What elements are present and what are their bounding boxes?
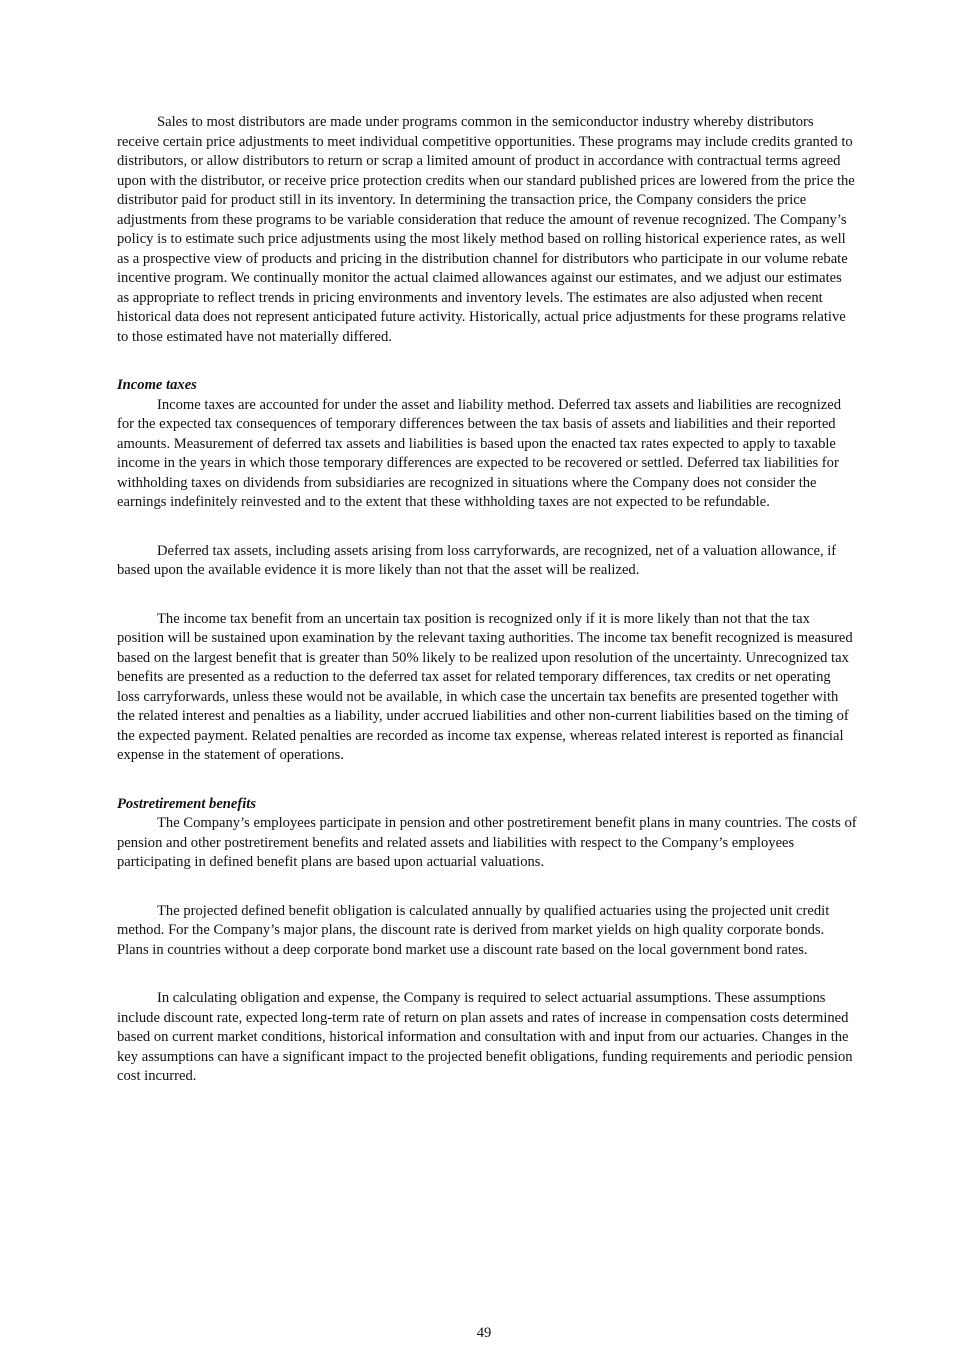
- document-body: [117, 113, 857, 1087]
- paragraph-uncertain-tax-position: The income tax benefit from an uncertain tax position is recognized only if it is more likely than not that the tax position will be sustained upon examination by the relevant taxing authorities. The income tax benefit recognized is measured based on the largest benefit that is greater than 50% likely to be realized upon resolution of the uncertainty. Unrecognized tax benefits are presented as a reduction to the deferred tax asset for related temporary differences, tax credits or net operating loss carryforwards, unless these would not be available, in which case the uncertain tax benefits are presented together with the related interest and penalties as a liability, under accrued liabilities and other non-current liabilities based on the timing of the expected payment. Related penalties are recorded as income tax expense, whereas related interest is reported as financial expense in the statement of operations.: [117, 610, 853, 763]
- page-number: 49: [476, 1325, 492, 1341]
- paragraph-actuarial-assumptions: In calculating obligation and expense, the Company is required to select actuarial assumptions. These assumptions include discount rate, expected long-term rate of return on plan assets and rates of increase in compensation costs determined based on current market conditions, historical information and consultation with and input from our actuaries. Changes in the key assumptions can have a significant impact to the projected benefit obligations, funding requirements and periodic pension cost incurred.: [117, 990, 853, 1084]
- paragraph-pension-plans: The Company’s employees participate in pension and other postretirement benefit plans in many countries. The costs of pension and other postretirement benefits and related assets and liabilities with respect to the Company’s employees participating in defined benefit plans are based upon actuarial valuations.: [117, 815, 857, 870]
- section-heading-postretirement-benefits: Postretirement benefits: [117, 795, 257, 812]
- paragraph-projected-benefit-obligation: The projected defined benefit obligation is calculated annually by qualified actuaries using the projected unit credit method. For the Company’s major plans, the discount rate is derived from market yields on high quality corporate bonds. Plans in countries without a deep corporate bond market use a discount rate based on the local government bond rates.: [117, 902, 830, 958]
- paragraph-income-taxes-method: Income taxes are accounted for under the asset and liability method. Deferred tax assets and liabilities are recognized for the expected tax consequences of temporary differences between the tax basis of assets and liabilities and their reported amounts. Measurement of deferred tax assets and liabilities is based upon the enacted tax rates expected to apply to taxable income in the years in which those temporary differences are expected to be recovered or settled. Deferred tax liabilities for withholding taxes on dividends from subsidiaries are recognized in situations where the Company does not consider the earnings indefinitely reinvested and to the extent that these withholding taxes are not expected to be refundable.: [117, 396, 842, 510]
- section-heading-income-taxes: Income taxes: [117, 377, 197, 393]
- paragraph-distributor-programs: Sales to most distributors are made under programs common in the semiconductor industry whereby distributors receive certain price adjustments to meet individual competitive opportunities. These programs may include credits granted to distributors, or allow distributors to return or scrap a limited amount of product in accordance with contractual terms agreed upon with the distributor, or receive price protection credits when our standard published prices are lowered from the price the distributor paid for product still in its inventory. In determining the transaction price, the Company considers the price adjustments from these programs to be variable consideration that reduce the amount of revenue recognized. The Company’s policy is to estimate such price adjustments using the most likely method based on rolling historical experience rates, as well as a prospective view of products and pricing in the distribution channel for distributors who participate in our volume rebate incentive program. We continually monitor the actual claimed allowances against our estimates, and we adjust our estimates as appropriate to reflect trends in pricing environments and inventory levels. The estimates are also adjusted when recent historical data does not represent anticipated future activity. Historically, actual price adjustments for these programs relative to those estimated have not materially differed.: [117, 114, 855, 345]
- paragraph-deferred-tax-assets: Deferred tax assets, including assets arising from loss carryforwards, are recognized, net of a valuation allowance, if based upon the available evidence it is more likely than not that the asset will be realized.: [117, 542, 837, 578]
